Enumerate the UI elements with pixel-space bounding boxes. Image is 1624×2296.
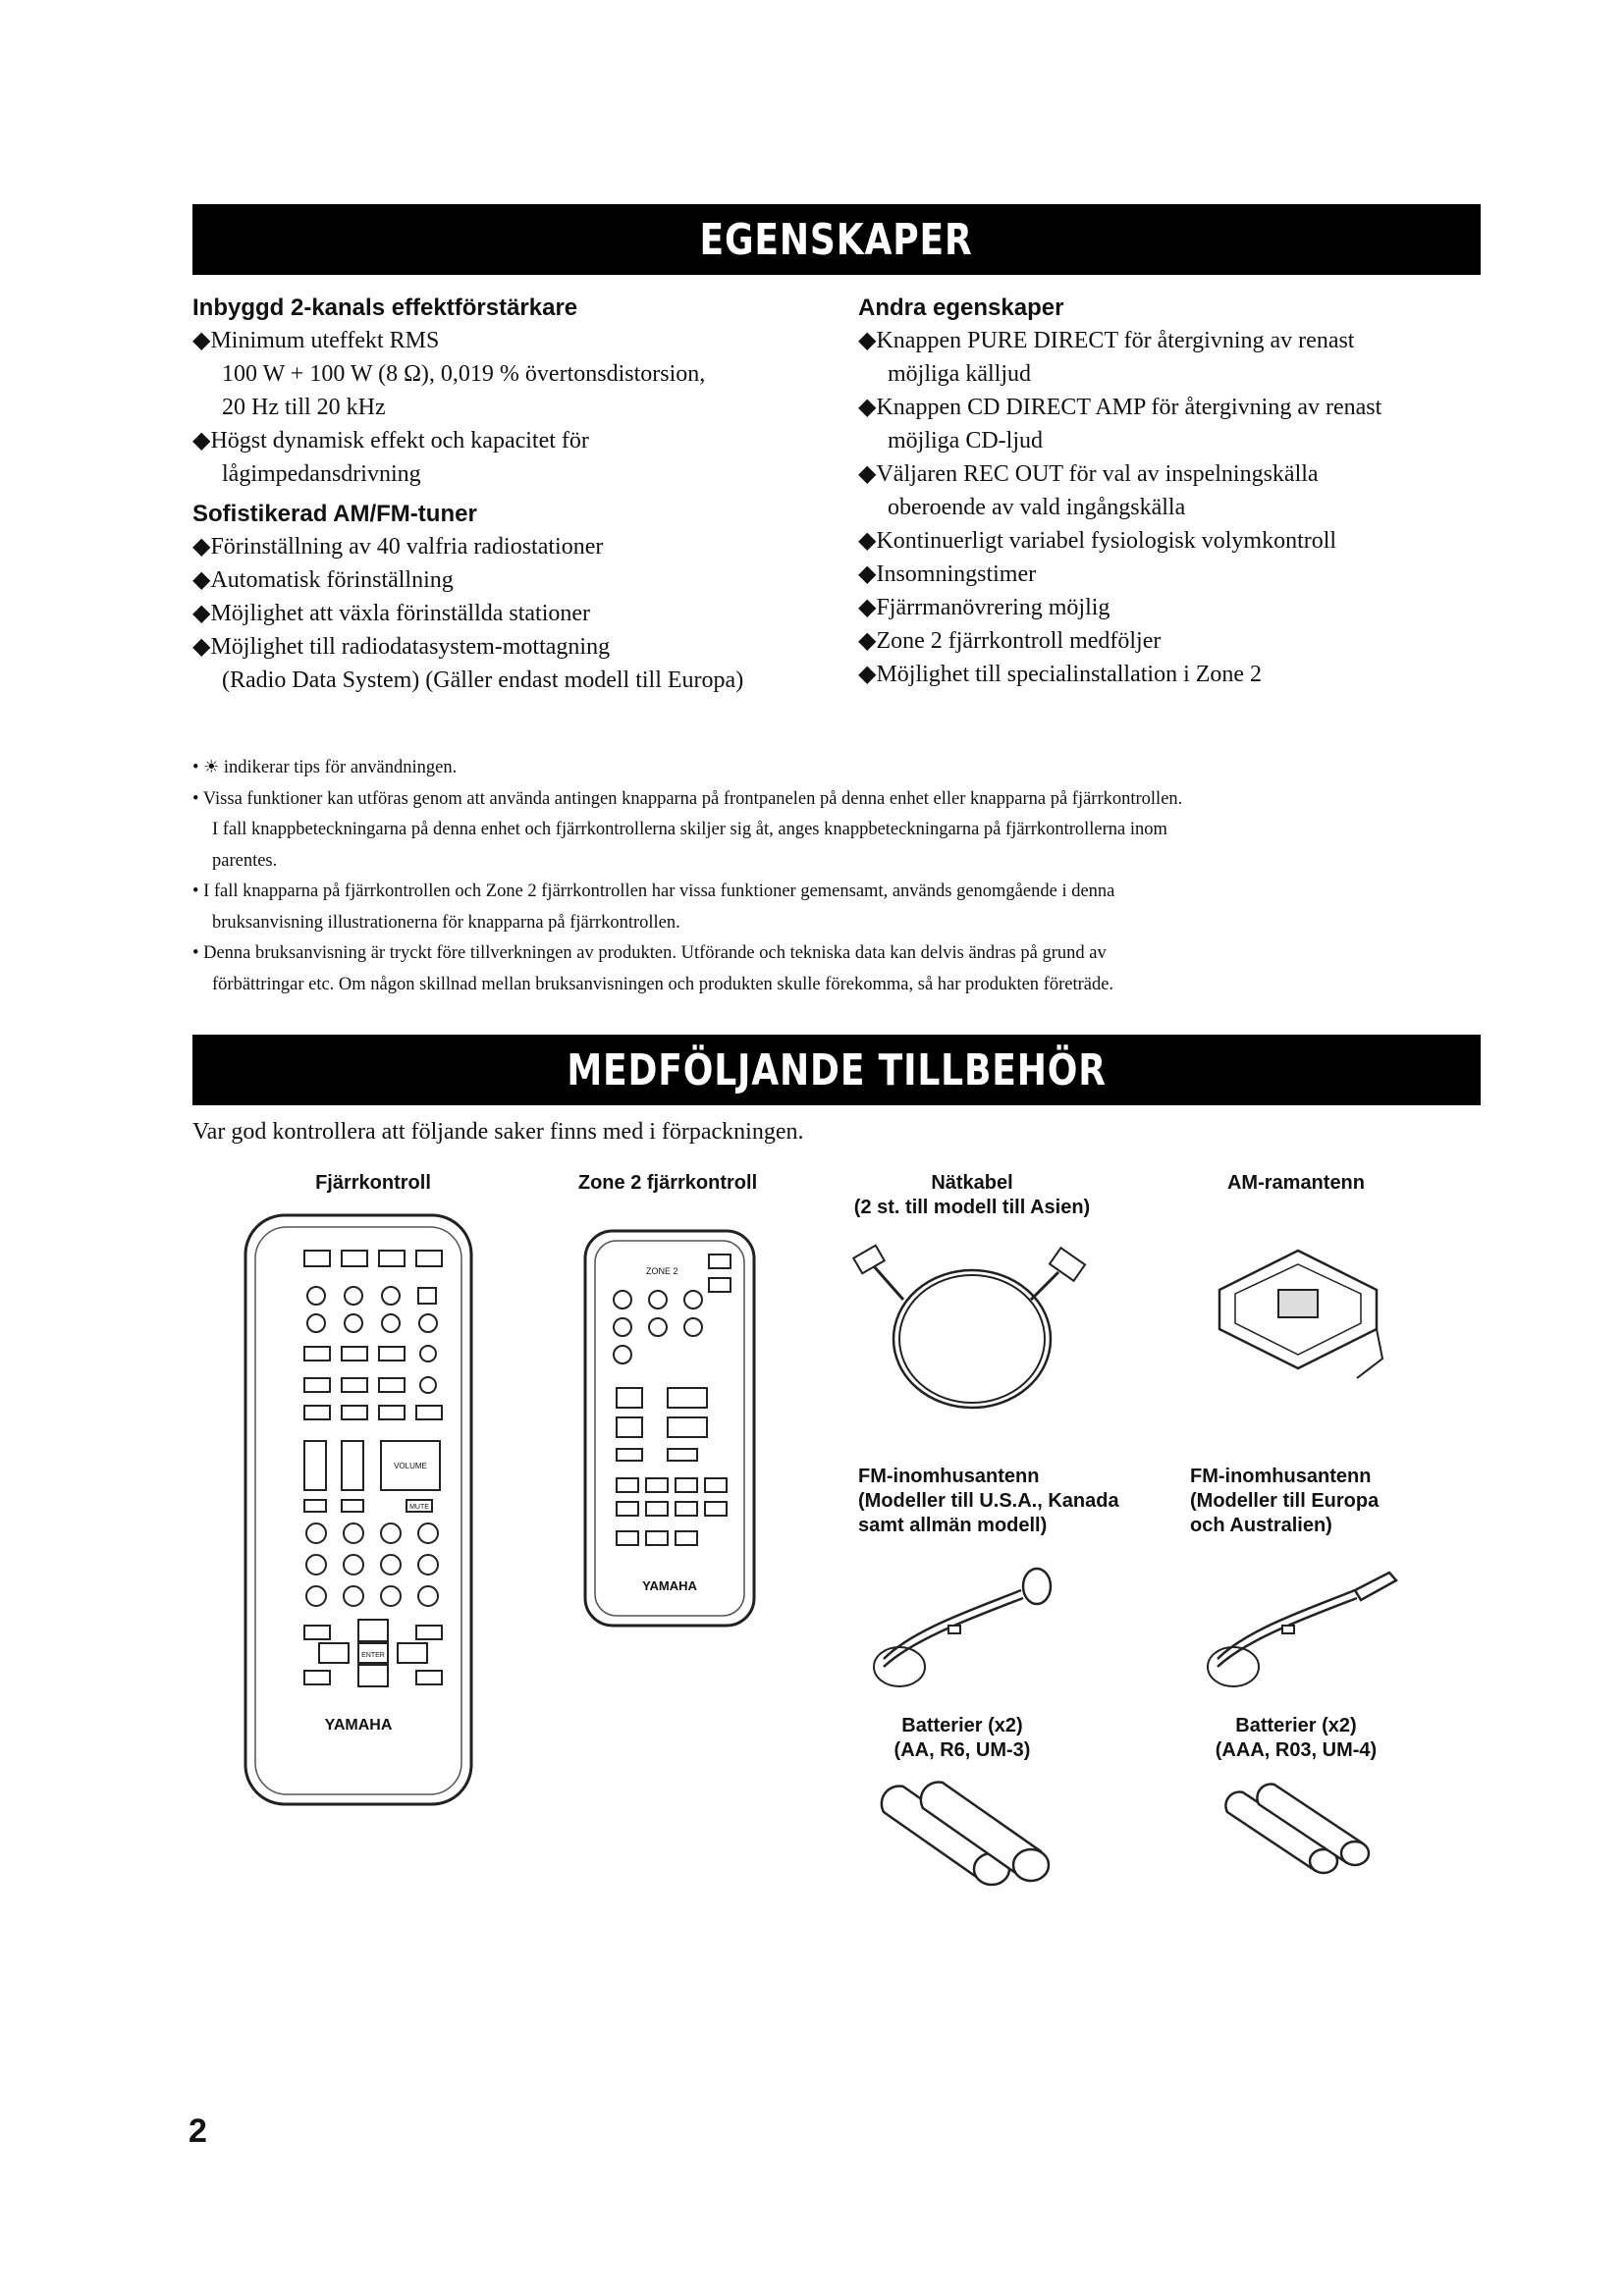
label-fm-antenna-eu: FM-inomhusantenn (Modeller till Europa och Australien) xyxy=(1190,1466,1380,1536)
batteries-aaa-image xyxy=(1208,1777,1384,1904)
feature-item: ◆Möjlighet till radiodatasystem-mottagning xyxy=(192,634,611,660)
label-zone2-remote: Zone 2 fjärrkontroll xyxy=(577,1172,758,1194)
feature-item: ◆Förinställning av 40 valfria radiostationer xyxy=(192,534,604,560)
fm-antenna-us-image xyxy=(854,1551,1080,1698)
note-item: • ☀ indikerar tips för användningen. xyxy=(192,757,458,777)
feature-detail: lågimpedansdrivning xyxy=(222,461,421,487)
feature-item: ◆Knappen CD DIRECT AMP för återgivning av renast xyxy=(858,395,1382,420)
feature-item: ◆Automatisk förinställning xyxy=(192,567,454,593)
note-continuation: bruksanvisning illustrationerna för knapparna på fjärrkontrollen. xyxy=(212,912,680,933)
section-title: MEDFÖLJANDE TILLBEHÖR xyxy=(567,1044,1107,1095)
feature-item: ◆Insomningstimer xyxy=(858,561,1037,587)
feature-detail: möjliga CD-ljud xyxy=(888,428,1043,454)
label-fm-antenna-us: FM-inomhusantenn (Modeller till U.S.A., Kanada samt allmän modell) xyxy=(858,1466,1119,1536)
feature-detail: 100 W + 100 W (8 Ω), 0,019 % övertonsdistorsion, xyxy=(222,361,706,387)
heading-other-features: Andra egenskaper xyxy=(858,294,1064,321)
feature-item: ◆Kontinuerligt variabel fysiologisk volymkontroll xyxy=(858,528,1337,554)
note-continuation: parentes. xyxy=(212,850,278,871)
am-antenna-image xyxy=(1200,1231,1396,1398)
power-cable-image xyxy=(844,1231,1100,1427)
feature-detail: möjliga källjud xyxy=(888,361,1031,387)
note-item: • Denna bruksanvisning är tryckt före tillverkningen av produkten. Utförande och tekniska data kan delvis ändras på grund av xyxy=(192,943,1107,963)
heading-amplifier: Inbyggd 2-kanals effektförstärkare xyxy=(192,294,578,321)
label-remote: Fjärrkontroll xyxy=(315,1172,431,1194)
note-continuation: förbättringar etc. Om någon skillnad mellan bruksanvisningen och produkten skulle förekomma, så har produkten företräde. xyxy=(212,974,1114,994)
remote-enter-label: ENTER xyxy=(361,1652,385,1659)
accessories-intro: Var god kontrollera att följande saker finns med i förpackningen. xyxy=(192,1119,804,1145)
feature-item: ◆Högst dynamisk effekt och kapacitet för xyxy=(192,428,589,454)
feature-item: ◆Knappen PURE DIRECT för återgivning av renast xyxy=(858,328,1355,353)
note-item: • Vissa funktioner kan utföras genom att använda antingen knapparna på frontpanelen på denna enhet eller knapparna på fjärrkontrollen. xyxy=(192,788,1183,809)
feature-item: ◆Minimum uteffekt RMS xyxy=(192,328,440,353)
zone2-brand: YAMAHA xyxy=(642,1578,697,1593)
label-power-cable: Nätkabel (2 st. till modell till Asien) xyxy=(853,1172,1091,1218)
tip-icon: ☀ xyxy=(203,757,220,777)
feature-item: ◆Zone 2 fjärrkontroll medföljer xyxy=(858,628,1162,654)
label-batteries-aaa: Batterier (x2) (AAA, R03, UM-4) xyxy=(1215,1715,1378,1761)
fm-antenna-eu-image xyxy=(1188,1551,1414,1698)
feature-item: ◆Väljaren REC OUT för val av inspelningskälla xyxy=(858,461,1319,487)
zone2-label: ZONE 2 xyxy=(646,1266,678,1276)
feature-detail: oberoende av vald ingångskälla xyxy=(888,495,1186,520)
zone2-remote-image xyxy=(577,1227,762,1631)
notes-list xyxy=(192,752,1489,1000)
remote-brand: YAMAHA xyxy=(324,1717,393,1734)
remote-volume-label: VOLUME xyxy=(394,1462,427,1470)
page-number: 2 xyxy=(189,2112,207,2150)
note-item: • I fall knapparna på fjärrkontrollen och Zone 2 fjärrkontrollen har vissa funktioner gemensamt, används genomgående i denna xyxy=(192,881,1115,901)
batteries-aa-image xyxy=(864,1773,1060,1920)
feature-detail: 20 Hz till 20 kHz xyxy=(222,395,386,420)
feature-detail: (Radio Data System) (Gäller endast modell till Europa) xyxy=(222,667,744,693)
features-right-column xyxy=(858,293,1487,691)
note-continuation: I fall knappbeteckningarna på denna enhet och fjärrkontrollerna skiljer sig åt, anges knappbeteckningarna på fjärrkontrollerna inom xyxy=(212,820,1167,839)
heading-tuner: Sofistikerad AM/FM-tuner xyxy=(192,501,477,527)
section-banner-features xyxy=(192,204,1481,275)
feature-item: ◆Fjärrmanövrering möjlig xyxy=(858,595,1110,620)
remote-mute-label: MUTE xyxy=(409,1504,429,1511)
label-am-antenna: AM-ramantenn xyxy=(1226,1172,1365,1194)
features-left-column xyxy=(192,293,821,697)
label-batteries-aa: Batterier (x2) (AA, R6, UM-3) xyxy=(893,1715,1031,1761)
feature-item: ◆Möjlighet att växla förinställda stationer xyxy=(192,601,591,626)
feature-item: ◆Möjlighet till specialinstallation i Zone 2 xyxy=(858,662,1263,687)
section-title: EGENSKAPER xyxy=(699,214,974,265)
section-banner-accessories xyxy=(192,1035,1481,1105)
remote-control-image xyxy=(236,1209,481,1810)
